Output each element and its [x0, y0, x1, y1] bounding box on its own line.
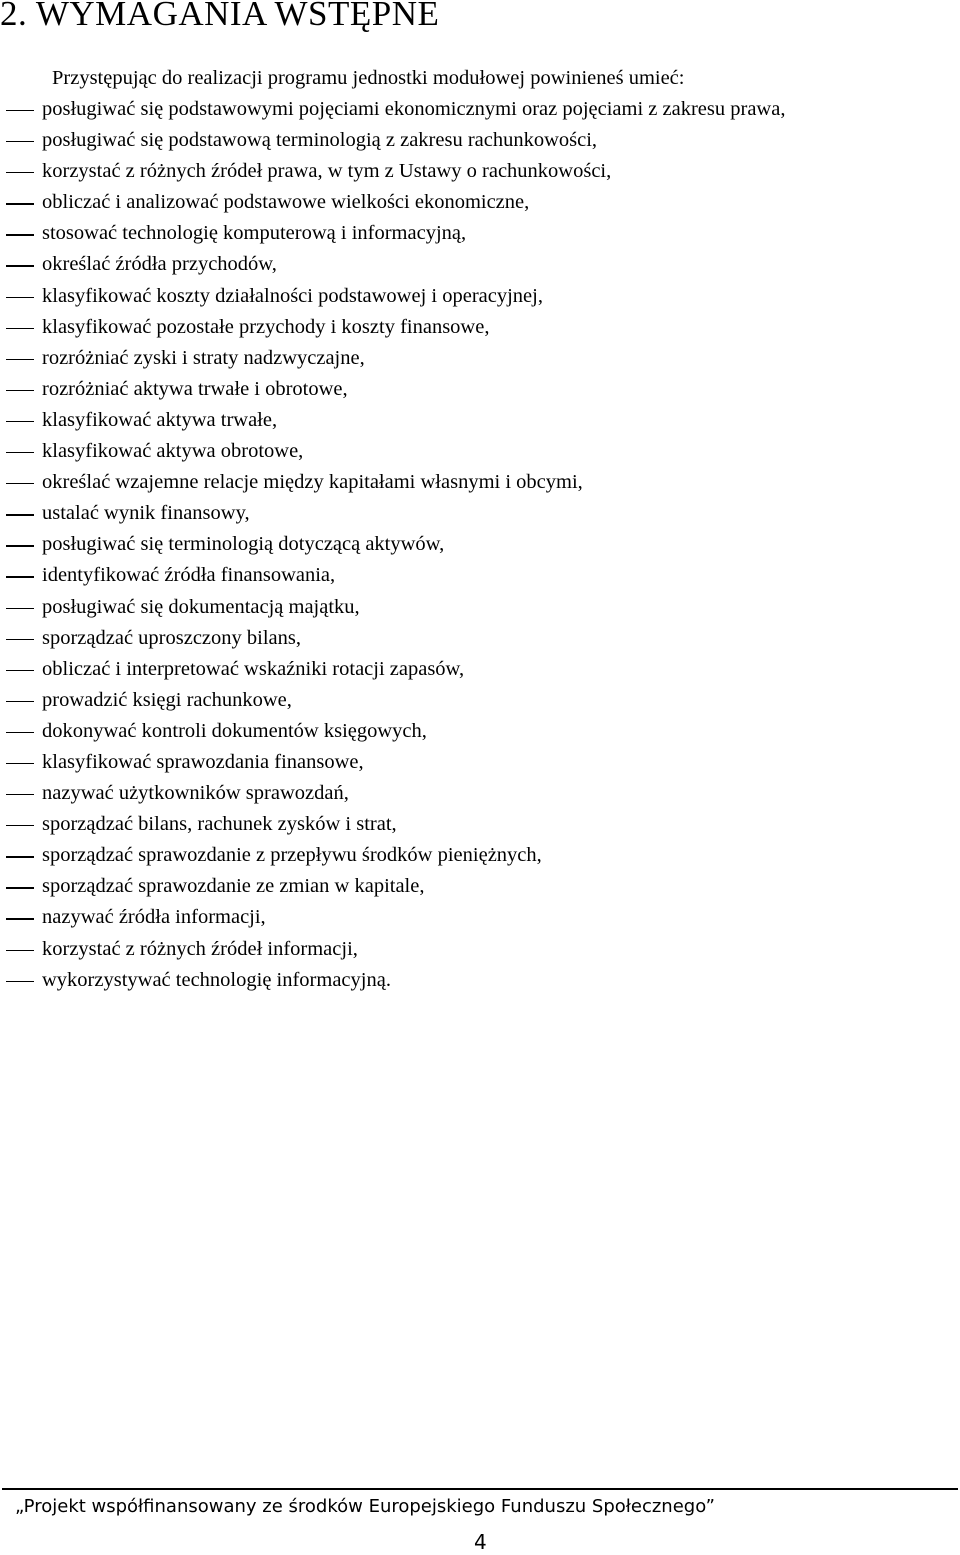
dash-bullet-icon: [6, 763, 34, 764]
dash-bullet-icon: [6, 545, 34, 546]
list-item-text: posługiwać się podstawowymi pojęciami ekonomicznymi oraz pojęciami z zakresu prawa,: [42, 98, 786, 120]
list-item: [0, 654, 960, 685]
list-item: [0, 187, 960, 218]
list-item-text: posługiwać się podstawową terminologią z zakresu rachunkowości,: [42, 129, 598, 152]
dash-bullet-icon: [6, 887, 34, 888]
dash-bullet-icon: [6, 141, 34, 142]
dash-bullet-icon: [6, 359, 34, 360]
list-item-text: nazywać źródła informacji,: [42, 906, 266, 929]
dash-bullet-icon: [6, 421, 34, 422]
list-item: [0, 809, 960, 840]
page-number: 4: [474, 1530, 487, 1554]
dash-bullet-icon: [6, 297, 34, 298]
list-item: [0, 623, 960, 654]
list-item: [0, 840, 960, 871]
dash-bullet-icon: [6, 110, 34, 111]
list-item: [0, 934, 960, 965]
list-item: [0, 94, 960, 125]
list-item-text: wykorzystywać technologię informacyjną.: [42, 968, 391, 991]
dash-bullet-icon: [6, 265, 34, 266]
dash-bullet-icon: [6, 856, 34, 857]
list-item-text: sporządzać sprawozdanie ze zmian w kapitale,: [42, 875, 425, 898]
footer-divider: [2, 1488, 958, 1490]
dash-bullet-icon: [6, 172, 34, 173]
list-item: [0, 218, 960, 249]
list-item-text: klasyfikować aktywa trwałe,: [42, 408, 278, 431]
list-item-text: dokonywać kontroli dokumentów księgowych,: [42, 719, 427, 742]
list-item-text: korzystać z różnych źródeł prawa, w tym z Ustawy o rachunkowości,: [42, 160, 612, 183]
list-item-text: określać źródła przychodów,: [42, 253, 277, 276]
list-item: [0, 281, 960, 312]
list-item-text: prowadzić księgi rachunkowe,: [42, 688, 292, 711]
list-item-text: posługiwać się dokumentacją majątku,: [42, 595, 360, 618]
dash-bullet-icon: [6, 732, 34, 733]
list-item-text: rozróżniać aktywa trwałe i obrotowe,: [42, 377, 348, 400]
list-item-text: korzystać z różnych źródeł informacji,: [42, 937, 358, 960]
list-item-text: obliczać i interpretować wskaźniki rotacji zapasów,: [42, 657, 465, 680]
list-item: [0, 716, 960, 747]
dash-bullet-icon: [6, 794, 34, 795]
list-item-text: stosować technologię komputerową i informacyjną,: [42, 222, 467, 245]
list-item: [0, 685, 960, 716]
list-item-text: klasyfikować koszty działalności podstawowej i operacyjnej,: [42, 284, 543, 307]
list-item-text: klasyfikować sprawozdania finansowe,: [42, 750, 364, 773]
list-item: [0, 965, 960, 996]
section-heading: 2. WYMAGANIA WSTĘPNE: [0, 0, 440, 33]
dash-bullet-icon: [6, 950, 34, 951]
list-item-text: rozróżniać zyski i straty nadzwyczajne,: [42, 346, 365, 369]
list-item: [0, 747, 960, 778]
list-item: [0, 498, 960, 529]
dash-bullet-icon: [6, 328, 34, 329]
dash-bullet-icon: [6, 825, 34, 826]
list-item: [0, 312, 960, 343]
dash-bullet-icon: [6, 514, 34, 515]
dash-bullet-icon: [6, 918, 34, 919]
list-item-text: identyfikować źródła finansowania,: [42, 564, 336, 587]
list-item: [0, 871, 960, 902]
list-item-text: klasyfikować aktywa obrotowe,: [42, 440, 304, 463]
list-item: [0, 529, 960, 560]
dash-bullet-icon: [6, 234, 34, 235]
list-item: [0, 249, 960, 280]
list-item: [0, 436, 960, 467]
requirements-list: [0, 94, 960, 996]
list-item: [0, 560, 960, 591]
dash-bullet-icon: [6, 981, 34, 982]
dash-bullet-icon: [6, 390, 34, 391]
dash-bullet-icon: [6, 701, 34, 702]
list-item-text: posługiwać się terminologią dotyczącą aktywów,: [42, 533, 445, 556]
dash-bullet-icon: [6, 608, 34, 609]
dash-bullet-icon: [6, 639, 34, 640]
list-item-text: sporządzać uproszczony bilans,: [42, 626, 301, 649]
list-item: [0, 467, 960, 498]
list-item-text: sporządzać bilans, rachunek zysków i strat,: [42, 813, 397, 836]
list-item: [0, 343, 960, 374]
dash-bullet-icon: [6, 576, 34, 577]
list-item: [0, 902, 960, 933]
list-item: [0, 125, 960, 156]
dash-bullet-icon: [6, 670, 34, 671]
list-item: [0, 374, 960, 405]
list-item: [0, 405, 960, 436]
list-item-text: sporządzać sprawozdanie z przepływu środków pieniężnych,: [42, 844, 542, 867]
list-item: [0, 156, 960, 187]
list-item-text: określać wzajemne relacje między kapitałami własnymi i obcymi,: [42, 471, 583, 494]
footer-funding-note: „Projekt współfinansowany ze środków Europejskiego Funduszu Społecznego”: [15, 1496, 715, 1517]
dash-bullet-icon: [6, 203, 34, 204]
dash-bullet-icon: [6, 483, 34, 484]
list-item-text: nazywać użytkowników sprawozdań,: [42, 782, 349, 805]
list-item: [0, 592, 960, 623]
list-item: [0, 778, 960, 809]
intro-paragraph: Przystępując do realizacji programu jednostki modułowej powinieneś umieć:: [52, 67, 685, 89]
list-item-text: klasyfikować pozostałe przychody i koszty finansowe,: [42, 315, 490, 338]
list-item-text: ustalać wynik finansowy,: [42, 502, 250, 525]
dash-bullet-icon: [6, 452, 34, 453]
list-item-text: obliczać i analizować podstawowe wielkości ekonomiczne,: [42, 191, 530, 214]
